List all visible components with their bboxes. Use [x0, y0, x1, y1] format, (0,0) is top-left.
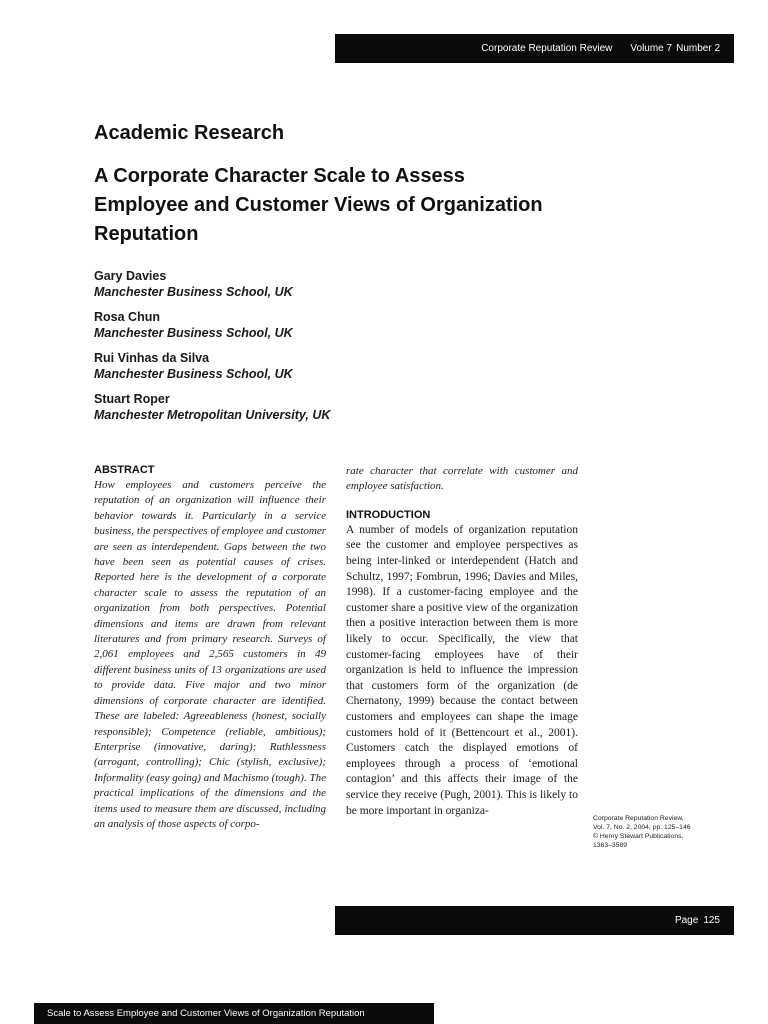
- sidenote-line: 1363–3589: [593, 842, 628, 849]
- page-number: 125: [703, 915, 720, 926]
- issue-info: [630, 43, 720, 54]
- author-affiliation: Manchester Business School, UK: [94, 285, 293, 299]
- number-label: Number 2: [676, 43, 720, 54]
- author-affiliation: Manchester Business School, UK: [94, 367, 293, 381]
- abstract-continuation: rate character that correlate with customer and employee satisfaction.: [346, 465, 578, 493]
- sidenote-line: © Henry Stewart Publications,: [593, 833, 684, 840]
- author-affiliation: Manchester Metropolitan University, UK: [94, 408, 331, 422]
- author-entry: [94, 350, 514, 382]
- sidenote-line: Corporate Reputation Review,: [593, 815, 684, 822]
- journal-header-bar: [335, 34, 734, 63]
- section-label: Academic Research: [94, 122, 285, 144]
- introduction-heading: INTRODUCTION: [346, 508, 431, 521]
- sidenote-line: Vol. 7, No. 2, 2004, pp. 125–146: [593, 824, 691, 831]
- author-entry: [94, 391, 514, 423]
- author-entry: [94, 268, 514, 300]
- page-label: Page: [674, 915, 699, 926]
- article-title: A Corporate Character Scale to Assess Employee and Customer Views of Organization Reputation: [94, 165, 543, 245]
- author-affiliation: Manchester Business School, UK: [94, 326, 293, 340]
- author-list: [94, 268, 514, 432]
- right-column: [346, 464, 578, 819]
- author-name: Rosa Chun: [94, 310, 160, 324]
- abstract-text: How employees and customers perceive the reputation of an organization will influence their behavior towards it. Particularly in a service business, the perspectives of employee and customer are seen as interdependent. Gaps between the two have been seen as potential causes of crises. Reported here is the development of a corporate character scale to assess the reputation of an organization from both perspectives. Potential dimensions and items are drawn from relevant literatures and from primary research. Surveys of 2,061 employees and 2,565 customers in 49 different business units of 13 organizations are used to provide data. Five major and two minor dimensions of corporate character are identified. These are labeled: Agreeableness (honest, socially responsible); Competence (reliable, ambitious); Enterprise (innovative, daring); Ruthlessness (arrogant, controlling); Chic (stylish, exclusive); Informality (easy going) and Machismo (tough). The practical implications of the dimensions and the items used to measure them are discussed, including an analysis of those aspects of corpo-: [94, 479, 326, 830]
- volume-label: Volume 7: [630, 43, 673, 54]
- running-footer: Scale to Assess Employee and Customer Views of Organization Reputation: [34, 1003, 434, 1024]
- page-number-bar: [335, 906, 734, 935]
- introduction-text: A number of models of organization reputation see the customer and employee perspectives as being inter-linked or interdependent (Hatch and Schultz, 1997; Fombrun, 1996; Davies and Miles, 1998). If a customer-facing employee and the customer share a positive view of the organization then a positive interaction between them is more likely to occur. Specifically, the view that customer-facing employees have of their organization is held to influence the impression that customers form of the organization (de Chernatony, 1999) because the contact between customers and employees can shape the image customers hold of it (Bettencourt et al., 2001). Customers catch the displayed emotions of employees through a process of ‘emotional contagion’ and this affects their image of the service they receive (Pugh, 2001). This is likely to be more important in organiza-: [346, 523, 578, 817]
- citation-sidenote: [593, 814, 733, 850]
- left-column: [94, 464, 326, 832]
- author-name: Gary Davies: [94, 269, 167, 283]
- author-entry: [94, 309, 514, 341]
- journal-name: Corporate Reputation Review: [481, 43, 613, 54]
- abstract-heading: ABSTRACT: [94, 464, 155, 476]
- author-name: Rui Vinhas da Silva: [94, 351, 210, 365]
- author-name: Stuart Roper: [94, 392, 170, 406]
